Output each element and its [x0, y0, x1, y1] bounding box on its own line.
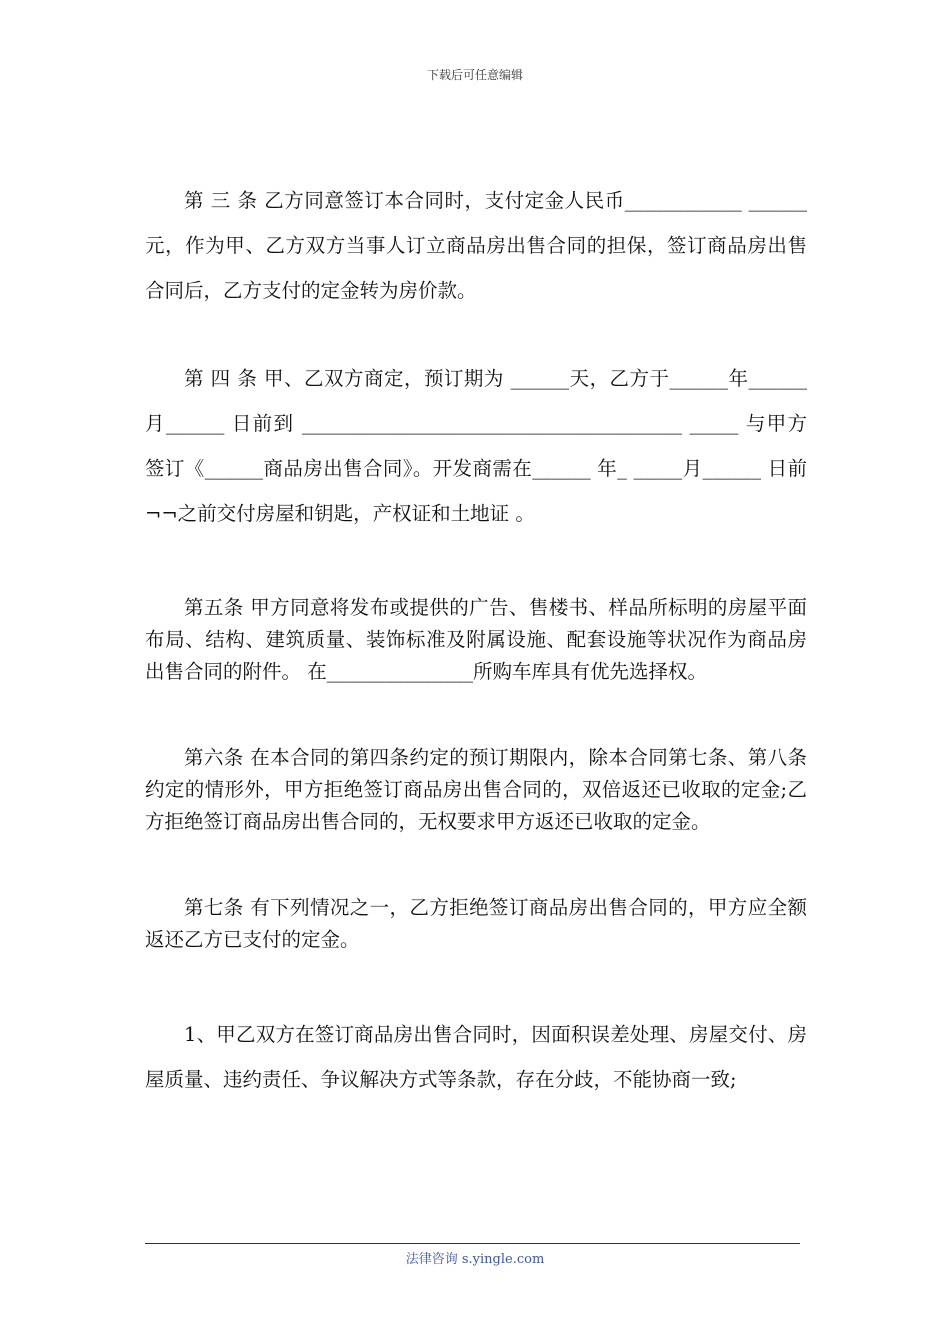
page-header: 下载后可任意编辑 [426, 68, 523, 82]
article-7: 第七条 有下列情况之一，乙方拒绝签订商品房出售合同的，甲方应全额返还乙方已支付的定金。 [145, 896, 807, 951]
page-footer [0, 1248, 950, 1267]
document-body [145, 178, 814, 1102]
article-7-clause-1: 1、甲乙双方在签订商品房出售合同时，因面积误差处理、房屋交付、房屋质量、违约责任、争议解决方式等条款，存在分歧，不能协商一致; [145, 1023, 807, 1091]
footer-divider [145, 1243, 800, 1244]
article-3: 第 三 条 乙方同意签订本合同时，支付定金人民币____________ ______ 元，作为甲、乙方双方当事人订立商品房出售合同的担保，签订商品房出售合同后，乙方支付的定金转为房价款。 [145, 189, 814, 302]
footer-link[interactable]: 法律咨询 s.yingle.com [405, 1252, 545, 1267]
article-6: 第六条 在本合同的第四条约定的预订期限内，除本合同第七条、第八条约定的情形外，甲方拒绝签订商品房出售合同的，双倍返还已收取的定金;乙方拒绝签订商品房出售合同的，无权要求甲方返还已收取的定金。 [145, 746, 807, 833]
article-4: 第 四 条 甲、乙双方商定，预订期为 ______天，乙方于______年______月______ 日前到 _______________________________________ _____ 与甲方签订《______商品房出售合同》。开发商需在______ 年_ _____月______ 日前¬¬之前交付房屋和钥匙，产权证和土地证 。 [145, 367, 807, 525]
article-5: 第五条 甲方同意将发布或提供的广告、售楼书、样品所标明的房屋平面布局、结构、建筑质量、装饰标准及附属设施、配套设施等状况作为商品房出售合同的附件。 在_______________所购车库具有优先选择权。 [145, 596, 807, 683]
